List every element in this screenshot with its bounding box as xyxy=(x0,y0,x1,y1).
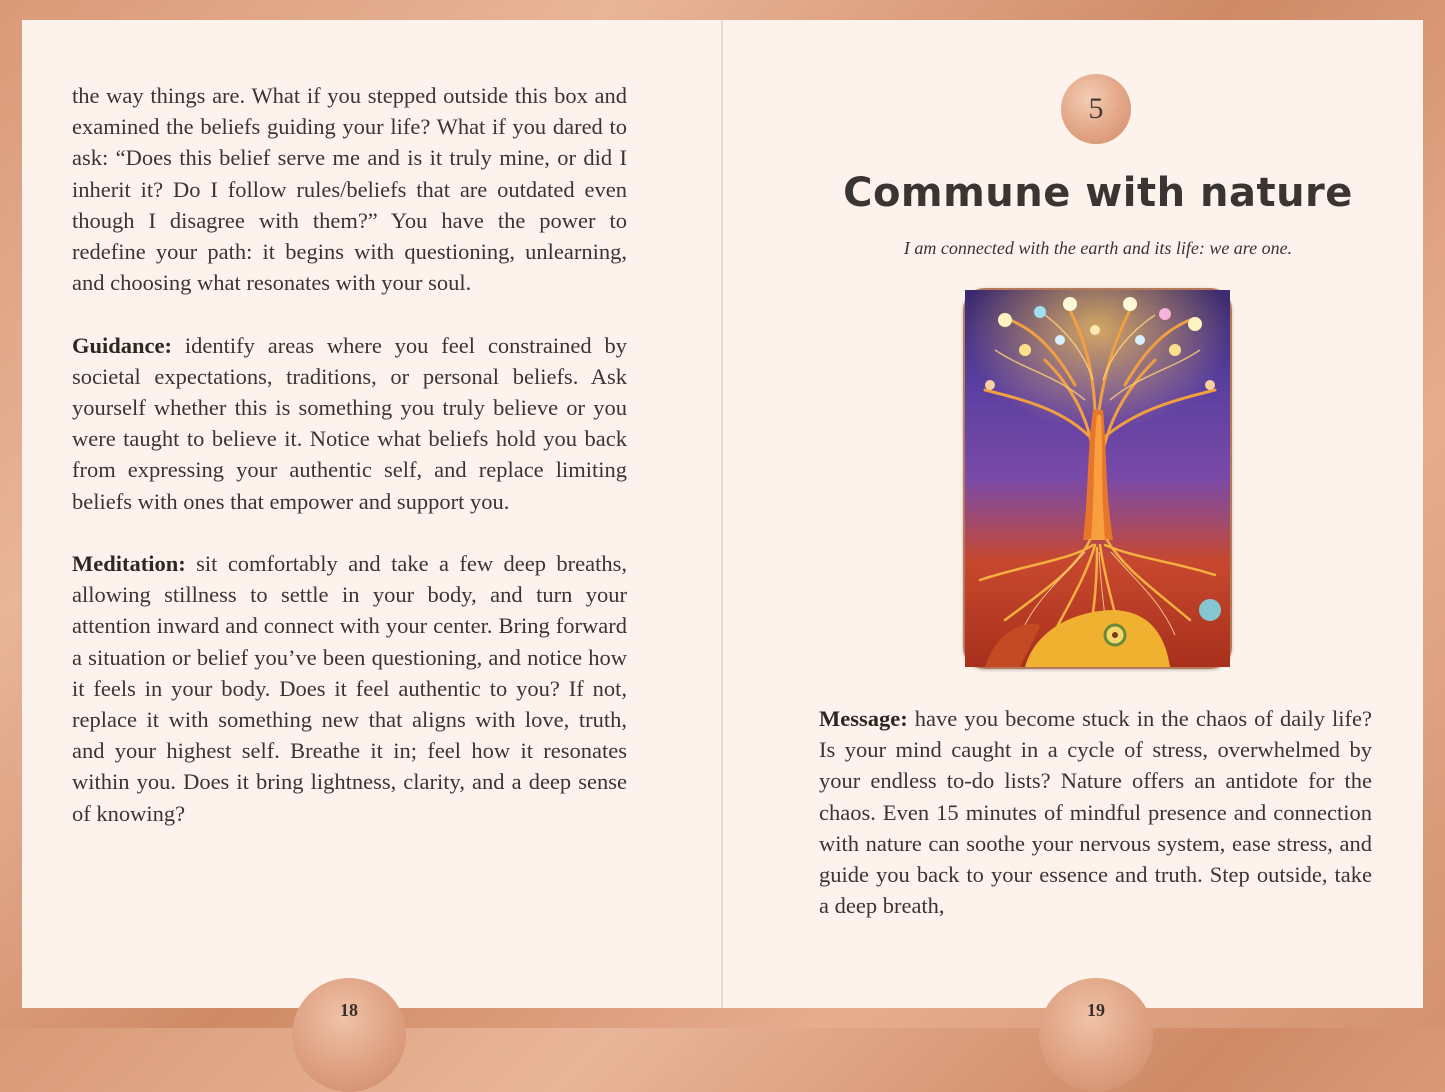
intro-paragraph: the way things are. What if you stepped outside this box and examined the beliefs guiding your life? What if you dared to ask: “Does this belief serve me and is it truly mine, or did I inherit it? Do I follow rules/beliefs that are outdated even though I disagree with them?” You have the power to redefine your path: it begins with questioning, unlearning, and choosing what resonates with your soul. xyxy=(72,83,627,296)
meditation-text: sit comfortably and take a few deep breaths, allowing stillness to settle in your body, and turn your attention inward and connect with your center. Bring forward a situation or belief you’ve been questioning, and notice how it feels in your body. Does it feel authentic to you? If not, replace it with something new that aligns with love, truth, and your highest self. Breathe it in; feel how it resonates within you. Does it bring lightness, clarity, and a deep sense of knowing? xyxy=(72,551,627,826)
guidance-label: Guidance: xyxy=(72,332,173,358)
guidance-text: identify areas where you feel constrained by societal expectations, traditions, or personal beliefs. Ask yourself whether this is something you truly believe or you were taught to believe it. Notice what beliefs hold you back from expressing your authentic self, and replace limiting beliefs with ones that empower and support you. xyxy=(72,332,627,514)
message-label: Message: xyxy=(819,706,908,731)
message-body: have you become stuck in the chaos of daily life? Is your mind caught in a cycle of stress, overwhelmed by your endless to-do lists? Nature offers an antidote for the chaos. Even 15 minutes of mindful presence and connection with nature can soothe your nervous system, ease stress, and guide you back to your essence and truth. Step outside, take a deep breath, xyxy=(819,706,1372,919)
page-number-right: 19 xyxy=(1039,978,1153,1092)
left-page xyxy=(22,20,722,1020)
card-affirmation: I am connected with the earth and its life: we are one. xyxy=(903,238,1293,258)
card-number-badge: 5 xyxy=(1061,74,1131,144)
card-title: Commune with nature xyxy=(843,170,1353,216)
meditation-label: Meditation: xyxy=(72,551,186,577)
page-number-left: 18 xyxy=(292,978,406,1092)
right-page xyxy=(723,20,1423,1020)
